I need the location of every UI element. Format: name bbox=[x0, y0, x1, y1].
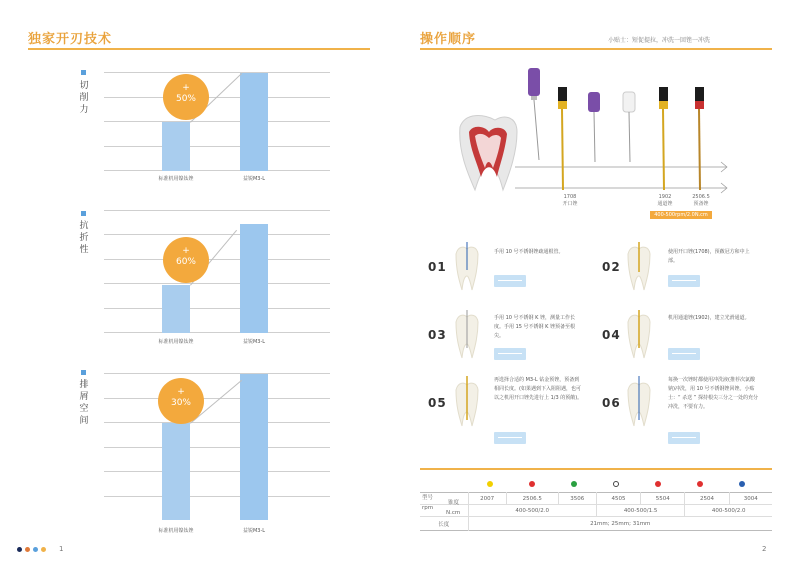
page-number-right: 2 bbox=[762, 545, 767, 553]
x-label: 标准机用镍钛锉 bbox=[158, 176, 194, 182]
rpm-cell: 400-500/1.5 bbox=[596, 505, 684, 517]
x-label: 标准机用镍钛锉 bbox=[158, 339, 194, 345]
bar-m3l bbox=[240, 374, 268, 520]
file-purple-small-icon bbox=[588, 92, 600, 162]
chart-marker-icon bbox=[81, 70, 86, 75]
step-thumbnail bbox=[494, 275, 526, 287]
rpm-banner: 400-500rpm/2.0N.cm bbox=[650, 211, 712, 219]
color-dot bbox=[613, 481, 619, 487]
tooth-icon bbox=[624, 240, 654, 292]
model-cell: 3506 bbox=[558, 493, 596, 505]
chart-label: 排 屑 空 间 bbox=[79, 380, 89, 426]
file-red-icon bbox=[695, 87, 704, 190]
step-text: 每换一次锉时都使用冲洗液(推荐次氯酸钠)冲洗，用 10 号不锈钢锉回锉。小贴士：“ 杀送 ” 探持根尖三分之一处的充分冲洗，不要有力。 bbox=[668, 377, 758, 410]
bar-m3l bbox=[240, 224, 268, 333]
bar-standard bbox=[162, 285, 190, 333]
model-cell: 4505 bbox=[596, 493, 640, 505]
step-thumbnail bbox=[668, 432, 700, 444]
tip-text: 小贴士：短促提拉，冲洗一回锉一冲洗 bbox=[608, 37, 711, 44]
step-thumbnail bbox=[668, 275, 700, 287]
file-label-1902: 1902 通道锉 bbox=[657, 194, 673, 207]
color-dot bbox=[655, 481, 661, 487]
color-dot bbox=[697, 481, 703, 487]
chart-label: 切 削 力 bbox=[79, 81, 89, 115]
left-title: 独家开刃技术 bbox=[28, 32, 113, 47]
x-label: 标准机用镍钛锉 bbox=[158, 528, 194, 534]
tooth-crosssection-icon bbox=[460, 116, 517, 190]
spec-table bbox=[420, 478, 772, 531]
page-dots bbox=[17, 547, 46, 552]
bar-standard bbox=[162, 423, 190, 520]
spec-table-grid bbox=[420, 492, 772, 531]
bar-standard bbox=[162, 122, 190, 171]
x-label: 益锐M3-L bbox=[242, 528, 266, 534]
file-white-icon bbox=[623, 92, 635, 162]
color-dot bbox=[487, 481, 493, 487]
step-text: 手用 10 号不锈钢锉疏通根管。 bbox=[494, 249, 564, 255]
color-dot bbox=[529, 481, 535, 487]
tooth-icon bbox=[452, 240, 482, 292]
step-thumbnail bbox=[494, 432, 526, 444]
step-thumbnail bbox=[494, 348, 526, 360]
step-number: 06 bbox=[602, 396, 621, 410]
increase-badge: + 50% bbox=[163, 74, 209, 120]
table-top-rule bbox=[420, 468, 772, 470]
step-text: 再选择合适的 M3-L 钻金预锉，预备到相同长度。(如果遇到下入阻阻遇，也可以之机用开口锉先进行上 1/3 的预敞)。 bbox=[494, 377, 583, 401]
right-title-rule bbox=[420, 48, 772, 50]
model-cell: 3004 bbox=[743, 495, 758, 502]
model-cell: 5504 bbox=[641, 493, 685, 505]
row-label-model: 型号 bbox=[422, 495, 434, 501]
color-dot bbox=[739, 481, 745, 487]
chart-marker-icon bbox=[81, 370, 86, 375]
step-number: 02 bbox=[602, 260, 621, 274]
model-cell: 2007 bbox=[468, 493, 506, 505]
tooth-icon bbox=[452, 308, 482, 360]
increase-badge: + 60% bbox=[163, 237, 209, 283]
step-text: 手用 10 号不锈钢 K 锉，测量工作长度。手用 15 号不锈钢 K 锉预备至根尖。 bbox=[494, 315, 576, 339]
length-cell: 21mm; 25mm; 31mm bbox=[590, 520, 651, 527]
file-label-2506: 2506.5 预备锉 bbox=[692, 194, 710, 207]
step-number: 05 bbox=[428, 396, 447, 410]
bar-m3l bbox=[240, 73, 268, 171]
row-sublabel-taper: 锥度 bbox=[448, 500, 460, 506]
row-label-rpm: rpm bbox=[422, 505, 434, 511]
tooth-icon bbox=[452, 374, 482, 430]
left-title-rule bbox=[28, 48, 370, 50]
file-purple-icon bbox=[528, 68, 540, 160]
step-thumbnail bbox=[668, 348, 700, 360]
color-dot-row bbox=[420, 478, 772, 492]
right-title: 操作顺序 bbox=[420, 32, 477, 47]
tooth-icon bbox=[624, 374, 654, 430]
color-dot bbox=[571, 481, 577, 487]
x-label: 益锐M3-L bbox=[242, 176, 266, 182]
step-number: 01 bbox=[428, 260, 447, 274]
x-label: 益锐M3-L bbox=[242, 339, 266, 345]
file-label-1708: 1708 开口锉 bbox=[562, 194, 578, 207]
chart-label: 抗 折 性 bbox=[79, 221, 89, 255]
rpm-cell: 400-500/2.0 bbox=[468, 505, 596, 517]
row-sublabel-ncm: N.cm bbox=[446, 510, 461, 516]
step-text: 使用开口锉(1708)，预敞冠方和中上部。 bbox=[668, 249, 750, 264]
file-gold-2-icon bbox=[659, 87, 668, 190]
row-label-length: 长度 bbox=[420, 517, 468, 531]
step-number: 03 bbox=[428, 328, 447, 342]
file-gold-icon bbox=[558, 87, 567, 190]
model-cell: 2504 bbox=[685, 493, 729, 505]
chart-marker-icon bbox=[81, 211, 86, 216]
tooth-icon bbox=[624, 308, 654, 360]
model-cell: 2506.5 bbox=[506, 493, 558, 505]
step-text: 机用通道锉(1902)，建立光滑通道。 bbox=[668, 315, 750, 321]
rpm-cell: 400-500/2.0 bbox=[711, 507, 746, 514]
page-number-left: 1 bbox=[59, 545, 64, 553]
step-number: 04 bbox=[602, 328, 621, 342]
increase-badge: + 30% bbox=[158, 378, 204, 424]
